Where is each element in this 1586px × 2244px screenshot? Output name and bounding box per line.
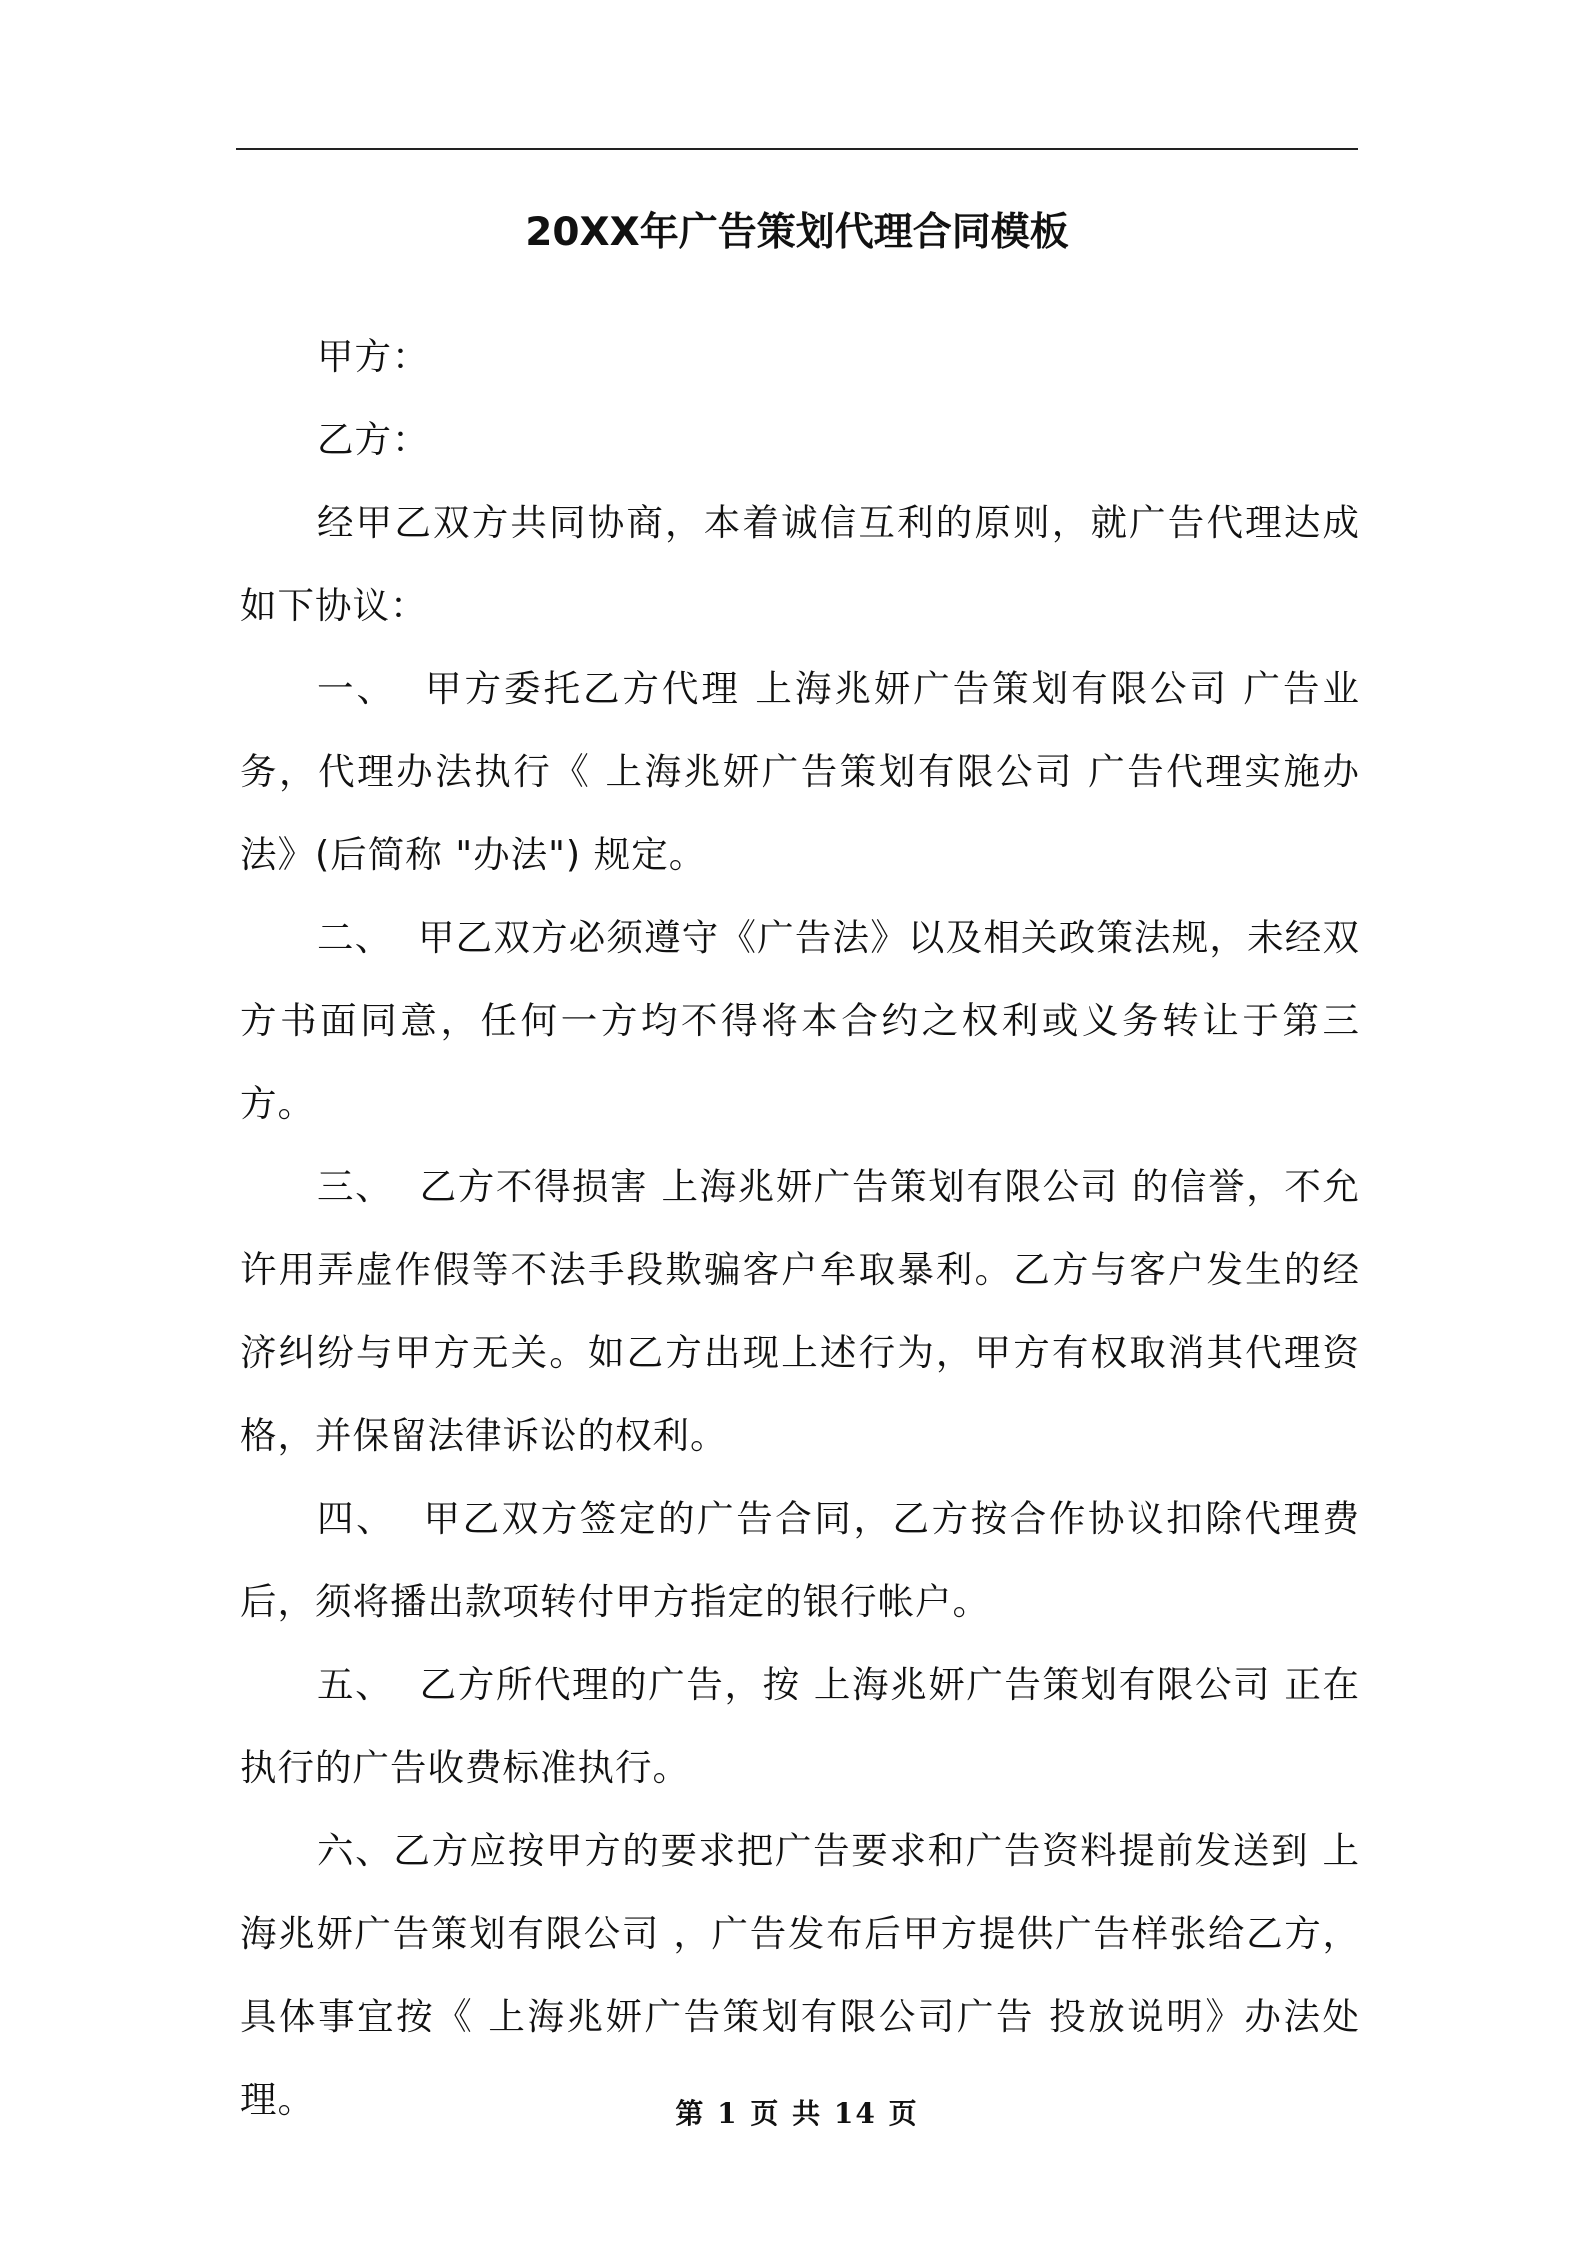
clause-5: 五、 乙方所代理的广告，按 上海兆妍广告策划有限公司 正在执行的广告收费标准执行。 [240,1663,1360,1789]
page-number-footer: 第 1 页 共 14 页 [675,2097,919,2130]
header-divider [236,148,1358,150]
clause-4: 四、 甲乙双方签定的广告合同，乙方按合作协议扣除代理费后，须将播出款项转付甲方指定的银行帐户。 [240,1497,1360,1623]
clause-1: 一、 甲方委托乙方代理 上海兆妍广告策划有限公司 广告业务，代理办法执行《 上海兆妍广告策划有限公司 广告代理实施办法》(后简称 "办法") 规定。 [240,667,1360,876]
party-a-line: 甲方： [317,335,430,378]
clause-6: 六、乙方应按甲方的要求把广告要求和广告资料提前发送到 上海兆妍广告策划有限公司 ，广告发布后甲方提供广告样张给乙方，具体事宜按《 上海兆妍广告策划有限公司广告 投放说明》办法处理。 [240,1829,1360,2121]
party-b-line: 乙方： [317,418,430,461]
document-title: 20XX年广告策划代理合同模板 [525,210,1069,255]
clause-3: 三、 乙方不得损害 上海兆妍广告策划有限公司 的信誉，不允许用弄虚作假等不法手段欺骗客户牟取暴利。乙方与客户发生的经济纠纷与甲方无关。如乙方出现上述行为，甲方有权取消其代理资格，并保留法律诉讼的权利。 [240,1165,1360,1457]
document-body [240,315,1360,2141]
intro-paragraph: 经甲乙双方共同协商，本着诚信互利的原则，就广告代理达成如下协议： [240,501,1360,627]
clause-2: 二、 甲乙双方必须遵守《广告法》以及相关政策法规，未经双方书面同意，任何一方均不得将本合约之权利或义务转让于第三方。 [240,916,1360,1125]
